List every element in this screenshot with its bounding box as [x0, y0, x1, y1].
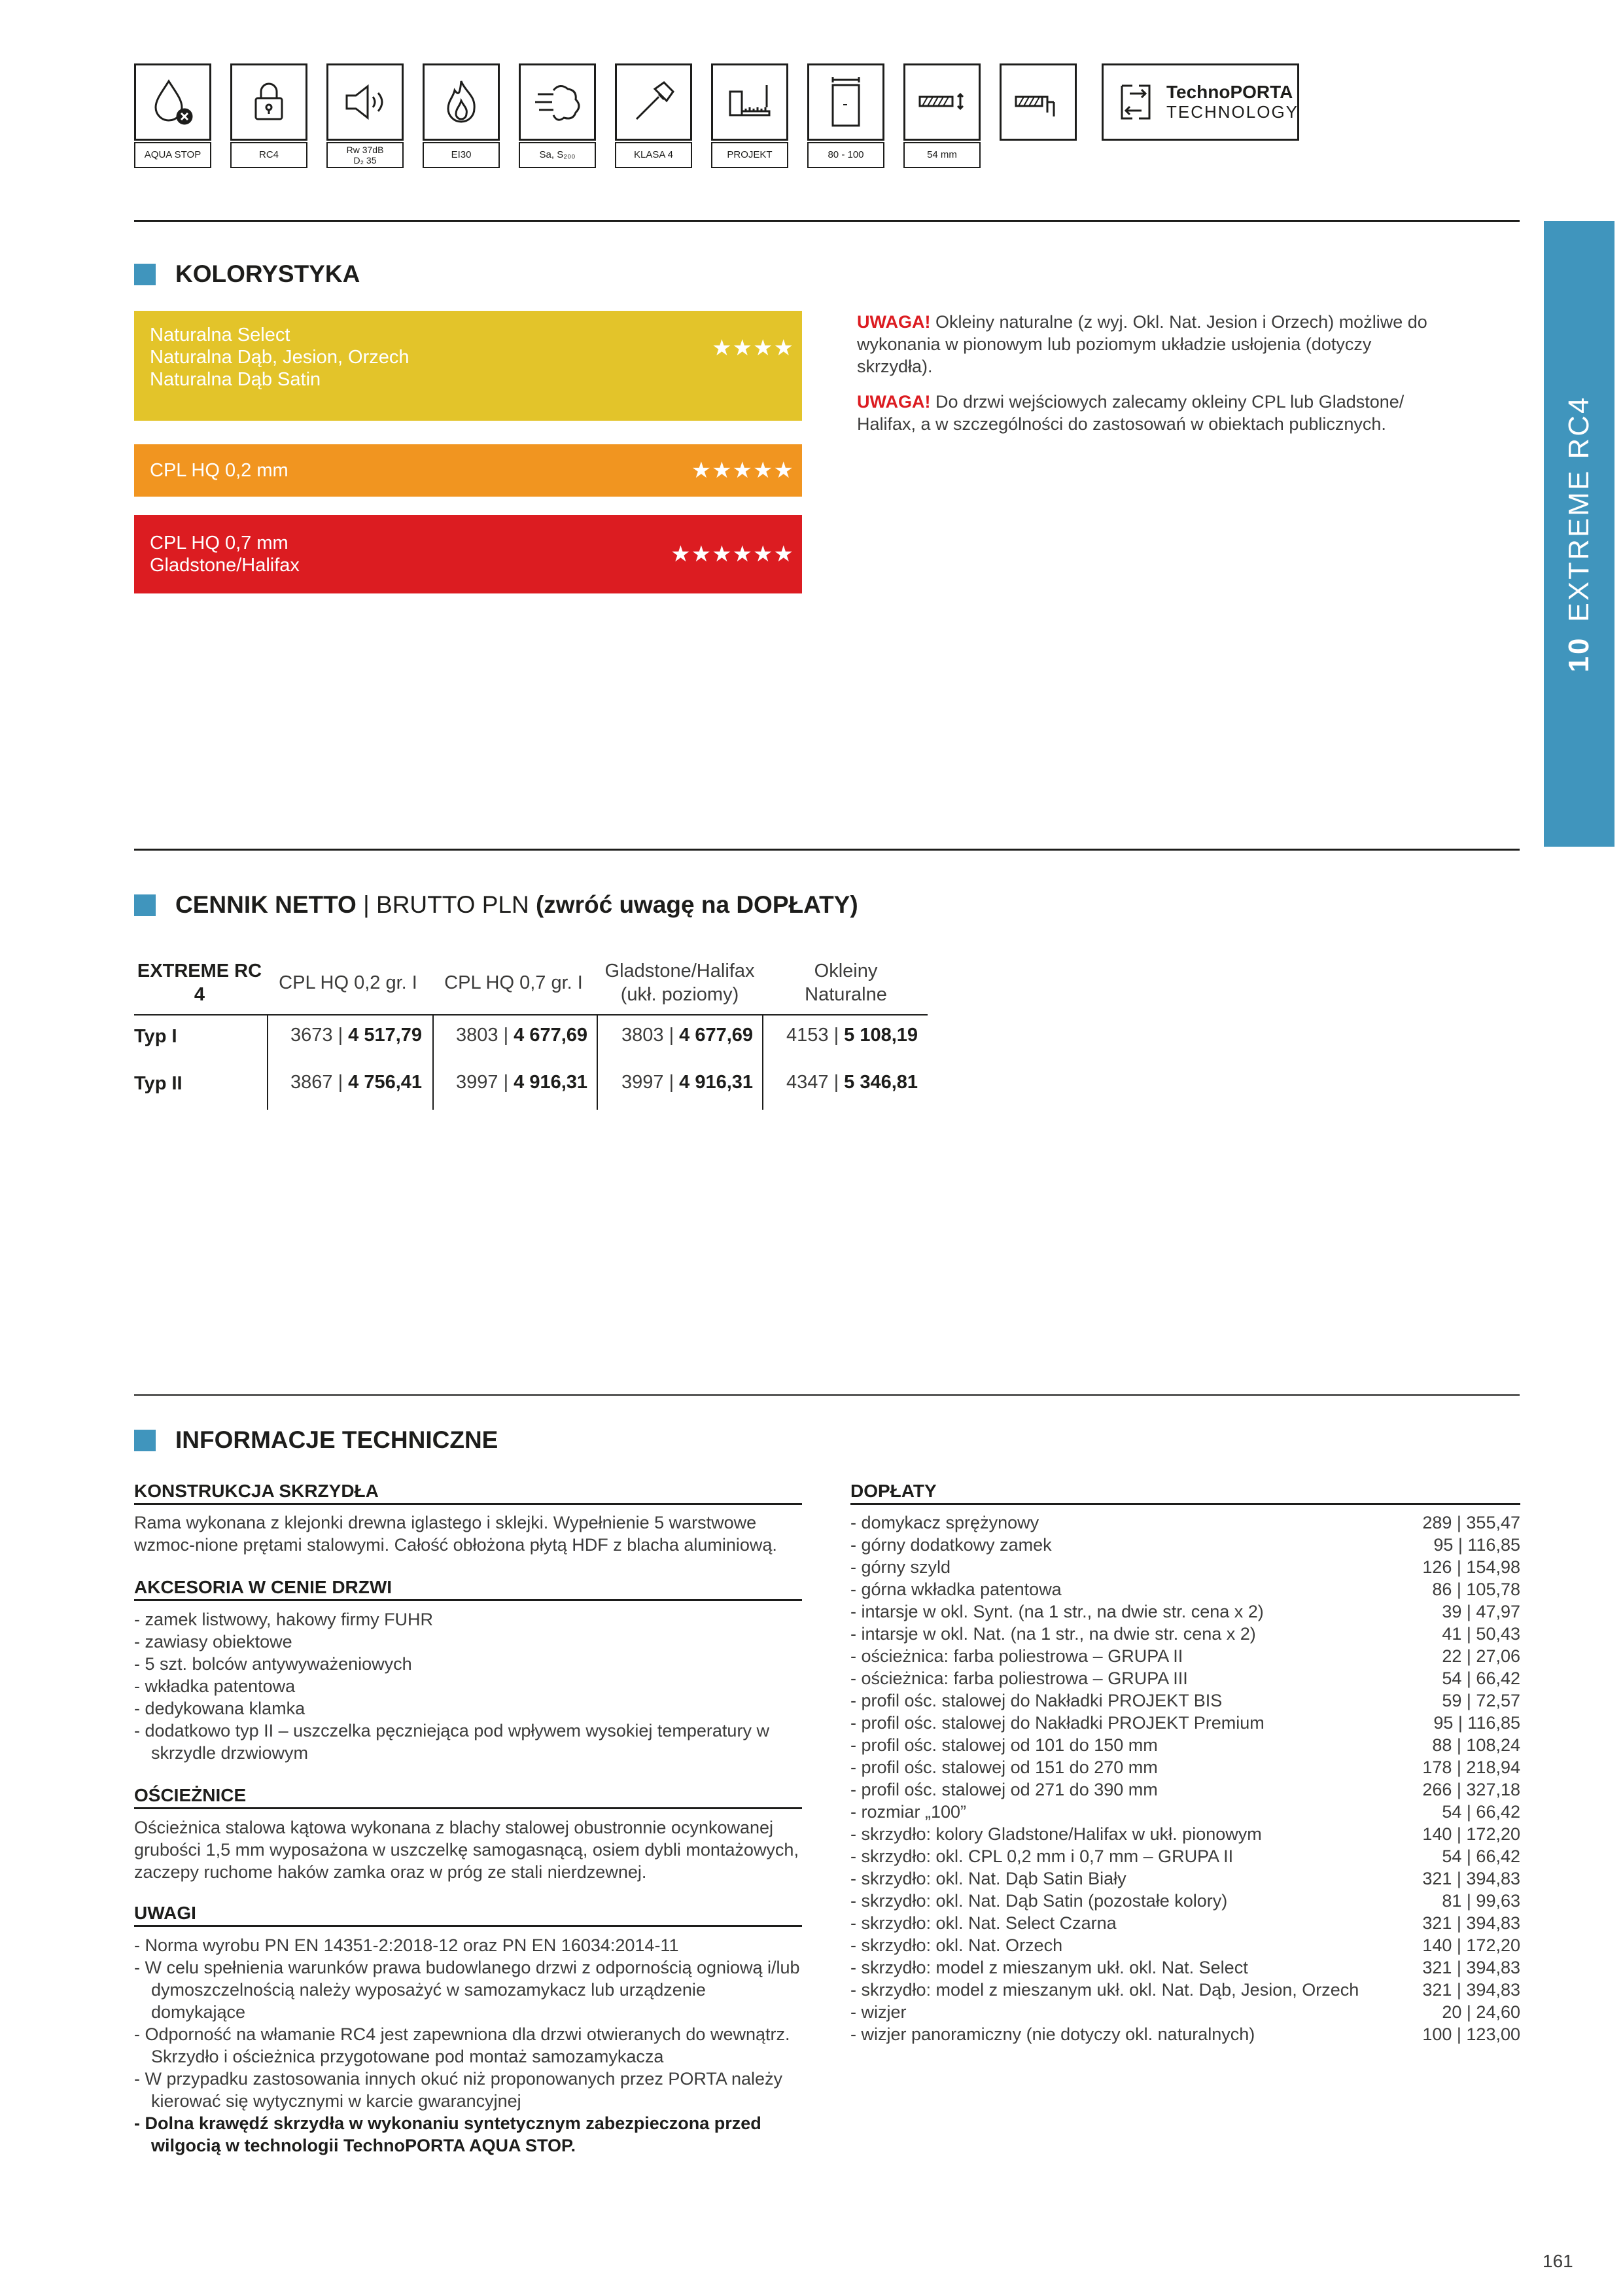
list-item: - wkładka patentowa: [134, 1676, 296, 1696]
side-tab-title: EXTREME RC4: [1563, 395, 1595, 622]
surcharge-row: [850, 1600, 1520, 1623]
color-band-cpl-02: [134, 444, 802, 497]
price-cell: [786, 1072, 918, 1093]
surcharge-name: profil ośc. stalowej do Nakładki PROJEKT BIS: [861, 1691, 1223, 1710]
surcharge-price: 54 | 66,42: [1442, 1669, 1520, 1688]
surcharge-row: [850, 1934, 1520, 1956]
list-item-text: zamek listwowy, hakowy firmy FUHR: [145, 1610, 434, 1629]
list-item: - dedykowana klamka: [134, 1699, 305, 1718]
warning-label: UWAGA!: [857, 392, 931, 412]
frames-heading: OŚCIEŻNICE: [134, 1785, 802, 1809]
accessories-list: [134, 1608, 802, 1764]
price-net: 3867 |: [290, 1072, 349, 1093]
price-net: 4347 |: [786, 1072, 845, 1093]
price-table-divider: [267, 1014, 268, 1110]
feature-label: RC4: [230, 142, 307, 168]
technoporta-icon: [1113, 79, 1159, 125]
heading-marker: [134, 894, 156, 916]
list-item: - Odporność na włamanie RC4 jest zapewniona dla drzwi otwieranych do wewnątrz. Skrzydło i ościeżnica przygotowane pod montaż samozamykacza: [134, 2024, 790, 2066]
surcharge-name: domykacz sprężynowy: [861, 1513, 1039, 1532]
price-row-label: Typ I: [134, 1026, 177, 1047]
flame-icon: [423, 63, 500, 141]
surcharge-row: [850, 1645, 1520, 1667]
surcharge-price: 140 | 172,20: [1422, 1935, 1520, 1955]
list-item: - 5 szt. bolców antywyważeniowych: [134, 1654, 412, 1674]
surcharge-name: profil ośc. stalowej od 271 do 390 mm: [861, 1780, 1158, 1799]
surcharge-price: 39 | 47,97: [1442, 1602, 1520, 1621]
technoporta-subtitle: TECHNOLOGY: [1166, 102, 1299, 122]
surcharge-price: 289 | 355,47: [1422, 1513, 1520, 1532]
page-number: 161: [1543, 2251, 1573, 2271]
list-item-text: 5 szt. bolców antywyważeniowych: [145, 1654, 412, 1674]
list-item-text: wkładka patentowa: [145, 1676, 296, 1696]
band-label: Naturalna Select Naturalna Dąb, Jesion, Orzech Naturalna Dąb Satin: [150, 325, 410, 390]
price-gross: 4 677,69: [514, 1025, 588, 1046]
colors-title: KOLORYSTYKA: [175, 260, 360, 287]
feature-label: 54 mm: [903, 142, 981, 168]
surcharge-name: górny dodatkowy zamek: [861, 1535, 1052, 1555]
surcharge-price: 88 | 108,24: [1432, 1735, 1520, 1755]
surcharge-name: skrzydło: okl. CPL 0,2 mm i 0,7 mm – GRUPA II: [861, 1846, 1234, 1866]
price-table-header: CPL HQ 0,2 gr. I: [279, 972, 417, 993]
list-item-text: dodatkowo typ II – uszczelka pęczniejąca pod wpływem wysokiej temperatury w skrzydle drzwiowym: [145, 1721, 769, 1763]
price-heading: [134, 891, 858, 919]
price-net: 3803 |: [456, 1025, 514, 1046]
list-item: - Norma wyrobu PN EN 14351-2:2018-12 oraz PN EN 16034:2014-11: [134, 1935, 679, 1955]
surcharge-price: 22 | 27,06: [1442, 1646, 1520, 1666]
tech-title: INFORMACJE TECHNICZNE: [175, 1426, 498, 1453]
surcharge-name: - profil ośc. stalowej od 101 do 150 mm: [850, 1735, 1158, 1755]
list-item: - zawiasy obiektowe: [134, 1632, 292, 1651]
surcharges-heading: DOPŁATY: [850, 1481, 1520, 1505]
heading-marker: [134, 1430, 156, 1451]
surcharge-name: - skrzydło: okl. Nat. Dąb Satin (pozostałe kolory): [850, 1891, 1228, 1911]
surcharge-row: [850, 1534, 1520, 1556]
surcharge-name: ościeżnica: farba poliestrowa – GRUPA III: [861, 1669, 1188, 1688]
note-text: Okleiny naturalne (z wyj. Okl. Nat. Jesion i Orzech) możliwe do wykonania w pionowym lub poziomym układzie usłojenia (dotyczy skrzydła).: [857, 312, 1427, 376]
feature-label: KLASA 4: [615, 142, 692, 168]
construction-text: Rama wykonana z klejonki drewna iglastego i sklejki. Wypełnienie 5 warstwowe wzmoc-nione prętami stalowymi. Całość obłożona płytą HDF z blacha aluminiową.: [134, 1513, 777, 1555]
surcharge-name: - intarsje w okl. Nat. (na 1 str., na dwie str. cena x 2): [850, 1624, 1256, 1644]
list-item: - zamek listwowy, hakowy firmy FUHR: [134, 1610, 434, 1629]
surcharge-name: - skrzydło: okl. Nat. Select Czarna: [850, 1913, 1117, 1933]
list-item-text: Norma wyrobu PN EN 14351-2:2018-12 oraz PN EN 16034:2014-11: [145, 1935, 679, 1955]
side-tab: [1544, 221, 1614, 847]
feature-label: Sa, S₂₀₀: [519, 142, 596, 168]
surcharge-price: 321 | 394,83: [1422, 1980, 1520, 2000]
surcharge-name: - intarsje w okl. Synt. (na 1 str., na dwie str. cena x 2): [850, 1602, 1264, 1621]
remarks-heading: UWAGI: [134, 1903, 802, 1927]
colors-heading: [134, 260, 360, 288]
surcharge-name: ościeżnica: farba poliestrowa – GRUPA II: [861, 1646, 1183, 1666]
list-item-text: W celu spełnienia warunków prawa budowlanego drzwi z odpornością ogniową i/lub dymoszczelnością należy wyposażyć w samozamykacz lub urządzenie domykające: [145, 1958, 800, 2022]
surcharge-name: - skrzydło: kolory Gladstone/Halifax w ukł. pionowym: [850, 1824, 1262, 1844]
price-cell: [456, 1025, 587, 1046]
door-thickness-icon: [903, 63, 981, 141]
price-gross: 4 677,69: [679, 1025, 754, 1046]
band-label: CPL HQ 0,2 mm: [150, 460, 288, 481]
surcharge-name: górna wkładka patentowa: [861, 1580, 1062, 1599]
price-title-bold: CENNIK NETTO: [175, 891, 357, 918]
water-drop-icon: [134, 63, 211, 141]
price-table-header-rule: [134, 1014, 928, 1016]
price-net: 4153 |: [786, 1025, 845, 1046]
price-row-label: Typ II: [134, 1073, 183, 1094]
surcharge-price: 321 | 394,83: [1422, 1913, 1520, 1933]
feature-label: 80 - 100: [807, 142, 884, 168]
technoporta-title: TechnoPORTA: [1166, 82, 1293, 102]
surcharge-row: [850, 1956, 1520, 1979]
price-gross: 5 346,81: [844, 1072, 918, 1093]
surcharge-row: [850, 1823, 1520, 1845]
door-width-icon: [807, 63, 884, 141]
construction-heading: KONSTRUKCJA SKRZYDŁA: [134, 1481, 802, 1505]
feature-label: PROJEKT: [711, 142, 788, 168]
surcharge-row: [850, 1556, 1520, 1578]
price-cell: [786, 1025, 918, 1046]
surcharge-name: - skrzydło: model z mieszanym ukł. okl. Nat. Dąb, Jesion, Orzech: [850, 1980, 1359, 2000]
hammer-icon: [615, 63, 692, 141]
list-item-text: Dolna krawędź skrzydła w wykonaniu syntetycznym zabezpieczona przed wilgocią w technologii TechnoPORTA AQUA STOP.: [145, 2113, 761, 2155]
surcharge-name: - skrzydło: okl. Nat. Orzech: [850, 1935, 1063, 1955]
price-title-light: | BRUTTO PLN: [356, 891, 536, 918]
color-band-cpl-07: [134, 515, 802, 593]
price-table-header: EXTREME RC 4: [137, 961, 262, 1005]
side-tab-number: 10: [1563, 636, 1595, 673]
price-table-header: CPL HQ 0,7 gr. I: [444, 972, 583, 993]
surcharge-name: - profil ośc. stalowej od 151 do 270 mm: [850, 1757, 1158, 1777]
note-text: Do drzwi wejściowych zalecamy okleiny CPL lub Gladstone/ Halifax, a w szczególności do zastosowań w obiektach publicznych.: [857, 392, 1405, 434]
surcharge-price: 95 | 116,85: [1433, 1713, 1520, 1733]
surcharge-name: skrzydło: okl. Nat. Orzech: [861, 1935, 1063, 1955]
surcharge-row: [850, 1511, 1520, 1534]
surcharge-name: skrzydło: okl. Nat. Dąb Satin (pozostałe kolory): [861, 1891, 1228, 1911]
list-item-text: W przypadku zastosowania innych okuć niż proponowanych przez PORTA należy kierować się wytycznymi w karcie gwarancyjnej: [145, 2069, 782, 2111]
door-profile-icon: [1000, 63, 1077, 141]
price-table-header: Gladstone/Halifax (ukł. poziomy): [604, 961, 755, 1005]
price-table-divider: [597, 1014, 598, 1110]
surcharge-row: [850, 1623, 1520, 1645]
surcharge-name: - rozmiar „100”: [850, 1802, 967, 1822]
price-title: [175, 891, 858, 919]
surcharge-price: 81 | 99,63: [1442, 1891, 1520, 1911]
list-item-text: zawiasy obiektowe: [145, 1632, 292, 1651]
surcharge-price: 100 | 123,00: [1422, 2024, 1520, 2044]
surcharge-name: - profil ośc. stalowej do Nakładki PROJEKT BIS: [850, 1691, 1223, 1710]
note-1: [857, 311, 1433, 378]
surcharge-row: [850, 1578, 1520, 1600]
section-divider: [134, 849, 1520, 851]
surcharge-price: 59 | 72,57: [1442, 1691, 1520, 1710]
surcharge-row: [850, 2001, 1520, 2023]
tape-measure-icon: [711, 63, 788, 141]
price-gross: 5 108,19: [844, 1025, 918, 1046]
surcharge-name: - domykacz sprężynowy: [850, 1513, 1039, 1532]
surcharge-name: skrzydło: model z mieszanym ukł. okl. Nat. Select: [861, 1958, 1248, 1977]
feature-label: AQUA STOP: [134, 142, 211, 168]
price-table-header: Okleiny Naturalne: [805, 961, 887, 1005]
list-item: - W przypadku zastosowania innych okuć niż proponowanych przez PORTA należy kierować się wytycznymi w karcie gwarancyjnej: [134, 2069, 782, 2111]
surcharge-name: - wizjer: [850, 2002, 907, 2022]
rating-stars-icon: ★★★★★: [691, 458, 794, 483]
surcharge-price: 178 | 218,94: [1422, 1757, 1520, 1777]
section-divider: [134, 220, 1520, 222]
surcharge-row: [850, 1689, 1520, 1712]
tech-heading: [134, 1426, 498, 1454]
surcharge-name: skrzydło: okl. Nat. Dąb Satin Biały: [861, 1869, 1126, 1888]
surcharge-name: - górny dodatkowy zamek: [850, 1535, 1052, 1555]
price-table-divider: [762, 1014, 763, 1110]
surcharge-price: 86 | 105,78: [1432, 1580, 1520, 1599]
surcharge-price: 321 | 394,83: [1422, 1869, 1520, 1888]
price-net: 3673 |: [290, 1025, 349, 1046]
surcharge-name: - skrzydło: model z mieszanym ukł. okl. Nat. Select: [850, 1958, 1248, 1977]
surcharge-price: 54 | 66,42: [1442, 1846, 1520, 1866]
padlock-icon: [230, 63, 307, 141]
price-gross: 4 916,31: [679, 1072, 754, 1093]
surcharge-row: [850, 1756, 1520, 1778]
surcharge-row: [850, 1778, 1520, 1801]
surcharge-name: - górna wkładka patentowa: [850, 1580, 1062, 1599]
surcharge-price: 126 | 154,98: [1422, 1557, 1520, 1577]
surcharge-price: 54 | 66,42: [1442, 1802, 1520, 1822]
price-cell: [621, 1025, 753, 1046]
price-net: 3803 |: [621, 1025, 680, 1046]
price-net: 3997 |: [456, 1072, 514, 1093]
surcharges-list: [850, 1511, 1520, 2045]
surcharge-name: wizjer: [861, 2002, 907, 2022]
feature-label: Rw 37dB D₂ 35: [326, 142, 404, 168]
surcharge-name: skrzydło: model z mieszanym ukł. okl. Nat. Dąb, Jesion, Orzech: [861, 1980, 1359, 2000]
surcharge-price: 20 | 24,60: [1442, 2002, 1520, 2022]
surcharge-row: [850, 1667, 1520, 1689]
price-gross: 4 756,41: [348, 1072, 423, 1093]
speaker-icon: [326, 63, 404, 141]
price-title-note: (zwróć uwagę na DOPŁATY): [535, 891, 858, 918]
rating-stars-icon: ★★★★★★: [671, 542, 794, 567]
surcharge-name: skrzydło: okl. Nat. Select Czarna: [861, 1913, 1117, 1933]
list-item-text: dedykowana klamka: [145, 1699, 305, 1718]
surcharge-name: - ościeżnica: farba poliestrowa – GRUPA II: [850, 1646, 1183, 1666]
surcharge-row: [850, 1912, 1520, 1934]
section-divider: [134, 1394, 1520, 1396]
color-band-natural: [134, 311, 802, 421]
heading-marker: [134, 264, 156, 285]
surcharge-row: [850, 1712, 1520, 1734]
smoke-icon: [519, 63, 596, 141]
surcharge-name: profil ośc. stalowej od 151 do 270 mm: [861, 1757, 1158, 1777]
surcharge-row: [850, 1867, 1520, 1890]
accessories-heading: AKCESORIA W CENIE DRZWI: [134, 1577, 802, 1601]
surcharge-price: 321 | 394,83: [1422, 1958, 1520, 1977]
surcharge-row: [850, 1890, 1520, 1912]
surcharge-name: - wizjer panoramiczny (nie dotyczy okl. naturalnych): [850, 2024, 1255, 2044]
surcharge-row: [850, 1801, 1520, 1823]
price-cell: [621, 1072, 753, 1093]
note-2: [857, 391, 1433, 435]
warning-label: UWAGA!: [857, 312, 931, 332]
remarks-list: [134, 1934, 802, 2157]
surcharge-row: [850, 1845, 1520, 1867]
surcharge-name: - skrzydło: okl. Nat. Dąb Satin Biały: [850, 1869, 1126, 1888]
surcharge-name: - ościeżnica: farba poliestrowa – GRUPA III: [850, 1669, 1188, 1688]
surcharge-price: 266 | 327,18: [1422, 1780, 1520, 1799]
price-cell: [290, 1072, 422, 1093]
technoporta-logo: [1102, 63, 1299, 141]
surcharge-price: 140 | 172,20: [1422, 1824, 1520, 1844]
price-cell: [456, 1072, 587, 1093]
list-item: - W celu spełnienia warunków prawa budowlanego drzwi z odpornością ogniową i/lub dymoszczelnością należy wyposażyć w samozamykacz lub urządzenie domykające: [134, 1958, 800, 2022]
surcharge-name: - skrzydło: okl. CPL 0,2 mm i 0,7 mm – GRUPA II: [850, 1846, 1234, 1866]
surcharge-row: [850, 2023, 1520, 2045]
price-net: 3997 |: [621, 1072, 680, 1093]
surcharge-name: - profil ośc. stalowej od 271 do 390 mm: [850, 1780, 1158, 1799]
price-gross: 4 517,79: [348, 1025, 423, 1046]
surcharge-price: 95 | 116,85: [1433, 1535, 1520, 1555]
band-label: CPL HQ 0,7 mm Gladstone/Halifax: [150, 533, 300, 576]
surcharge-name: intarsje w okl. Nat. (na 1 str., na dwie str. cena x 2): [861, 1624, 1256, 1644]
surcharge-name: profil ośc. stalowej od 101 do 150 mm: [861, 1735, 1158, 1755]
price-gross: 4 916,31: [514, 1072, 588, 1093]
list-item: - dodatkowo typ II – uszczelka pęczniejąca pod wpływem wysokiej temperatury w skrzydle drzwiowym: [134, 1721, 769, 1763]
price-table-divider: [432, 1014, 434, 1110]
rating-stars-icon: ★★★★: [712, 336, 794, 361]
price-cell: [290, 1025, 422, 1046]
surcharge-name: - górny szyld: [850, 1557, 951, 1577]
frames-text: Ościeżnica stalowa kątowa wykonana z blachy stalowej obustronnie ocynkowanej grubości 1,5 mm wyposażona w uszczelkę samogasnącą, osiem dybli montażowych, zaczepy ruchome haków zamka oraz w próg ze stali nierdzewnej.: [134, 1818, 799, 1882]
surcharge-row: [850, 1979, 1520, 2001]
surcharge-name: intarsje w okl. Synt. (na 1 str., na dwie str. cena x 2): [861, 1602, 1264, 1621]
list-item-text: Odporność na włamanie RC4 jest zapewniona dla drzwi otwieranych do wewnątrz. Skrzydło i ościeżnica przygotowane pod montaż samozamykacza: [145, 2024, 790, 2066]
surcharge-price: 41 | 50,43: [1442, 1624, 1520, 1644]
surcharge-name: skrzydło: kolory Gladstone/Halifax w ukł. pionowym: [861, 1824, 1262, 1844]
list-item: - Dolna krawędź skrzydła w wykonaniu syntetycznym zabezpieczona przed wilgocią w technologii TechnoPORTA AQUA STOP.: [134, 2113, 761, 2155]
feature-label: EI30: [423, 142, 500, 168]
surcharge-name: rozmiar „100”: [861, 1802, 967, 1822]
surcharge-name: profil ośc. stalowej do Nakładki PROJEKT Premium: [861, 1713, 1265, 1733]
surcharge-name: górny szyld: [861, 1557, 951, 1577]
surcharge-name: wizjer panoramiczny (nie dotyczy okl. naturalnych): [861, 2024, 1255, 2044]
surcharge-row: [850, 1734, 1520, 1756]
surcharge-name: - profil ośc. stalowej do Nakładki PROJEKT Premium: [850, 1713, 1265, 1733]
